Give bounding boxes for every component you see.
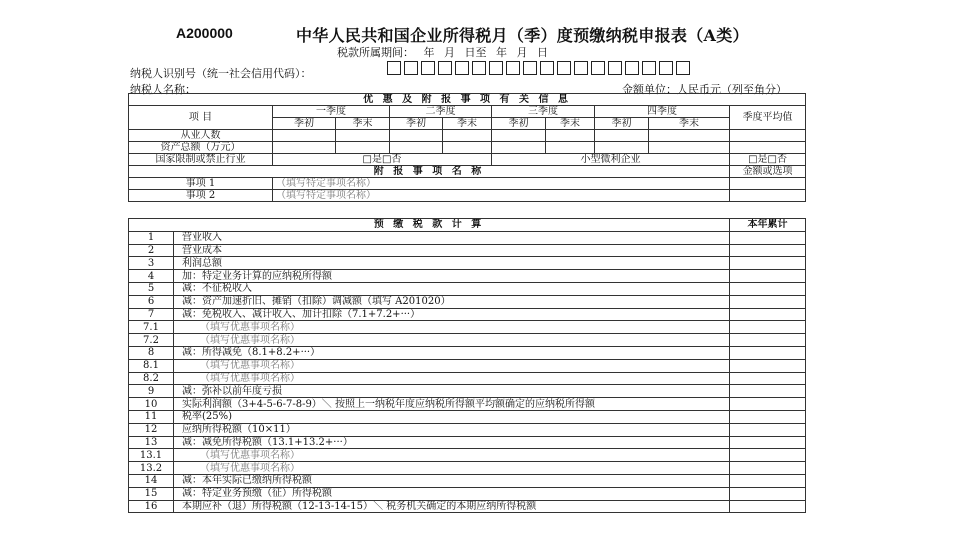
taxpayer-id-box[interactable] <box>642 61 656 75</box>
row-number: 14 <box>129 474 174 487</box>
taxpayer-id-box[interactable] <box>659 61 673 75</box>
calculation-row <box>129 321 806 334</box>
row-number: 7.1 <box>129 321 174 334</box>
ytd-value-cell[interactable] <box>730 231 806 244</box>
value-cell[interactable] <box>443 142 492 154</box>
ytd-value-cell[interactable] <box>730 282 806 295</box>
ytd-value-cell[interactable] <box>730 257 806 270</box>
quarter-end-header: 季末 <box>546 118 595 130</box>
calculation-row <box>129 462 806 475</box>
taxpayer-id-box[interactable] <box>591 61 605 75</box>
row-label: 税率(25%) <box>174 410 730 423</box>
preferential-section-title: 优 惠 及 附 报 事 项 有 关 信 息 <box>129 94 806 106</box>
value-cell[interactable] <box>443 130 492 142</box>
taxpayer-id-box[interactable] <box>421 61 435 75</box>
value-cell[interactable] <box>390 130 443 142</box>
calculation-section-title: 预 缴 税 款 计 算 <box>129 219 730 232</box>
row-number: 6 <box>129 295 174 308</box>
value-cell[interactable] <box>546 130 595 142</box>
taxpayer-id-box[interactable] <box>676 61 690 75</box>
ytd-value-cell[interactable] <box>730 321 806 334</box>
restricted-industry-label: 国家限制或禁止行业 <box>129 154 273 166</box>
ytd-value-cell[interactable] <box>730 474 806 487</box>
row-number: 8.1 <box>129 359 174 372</box>
calculation-row <box>129 334 806 347</box>
tax-calculation-table <box>128 218 806 513</box>
taxpayer-id-boxes[interactable] <box>387 61 690 75</box>
row-number: 4 <box>129 270 174 283</box>
quarter-start-header: 季初 <box>390 118 443 130</box>
quarter-header: 二季度 <box>390 106 492 118</box>
value-cell[interactable] <box>649 130 730 142</box>
row-label: 减：弥补以前年度亏损 <box>174 385 730 398</box>
row-number: 13.2 <box>129 462 174 475</box>
taxpayer-id-box[interactable] <box>455 61 469 75</box>
row-label: 减：本年实际已缴纳所得税额 <box>174 474 730 487</box>
row-number: 16 <box>129 500 174 513</box>
employees-label: 从业人数 <box>129 130 273 142</box>
row-number: 10 <box>129 398 174 411</box>
row-label: 减：减免所得税额（13.1+13.2+···） <box>174 436 730 449</box>
calculation-row <box>129 436 806 449</box>
taxpayer-id-box[interactable] <box>523 61 537 75</box>
ytd-value-cell[interactable] <box>730 334 806 347</box>
quarter-end-header: 季末 <box>336 118 390 130</box>
taxpayer-id-box[interactable] <box>387 61 401 75</box>
value-cell[interactable] <box>492 130 546 142</box>
row-label: 营业收入 <box>174 231 730 244</box>
taxpayer-id-box[interactable] <box>472 61 486 75</box>
row-label: 营业成本 <box>174 244 730 257</box>
ytd-value-cell[interactable] <box>730 295 806 308</box>
calculation-row <box>129 257 806 270</box>
row-label: 减：特定业务预缴（征）所得税额 <box>174 487 730 500</box>
calculation-row <box>129 423 806 436</box>
row-number: 3 <box>129 257 174 270</box>
calculation-row <box>129 244 806 257</box>
value-cell[interactable] <box>595 142 649 154</box>
quarter-start-header: 季初 <box>492 118 546 130</box>
quarter-start-header: 季初 <box>595 118 649 130</box>
calculation-row <box>129 231 806 244</box>
calculation-row <box>129 449 806 462</box>
taxpayer-name-label: 纳税人名称： <box>130 83 196 96</box>
ytd-value-cell[interactable] <box>730 462 806 475</box>
calculation-row <box>129 359 806 372</box>
taxpayer-id-box[interactable] <box>404 61 418 75</box>
row-label: 减：免税收入、减计收入、加计扣除（7.1+7.2+···） <box>174 308 730 321</box>
attachment-item-hint[interactable]: （填写特定事项名称） <box>273 190 730 202</box>
ytd-value-cell[interactable] <box>730 346 806 359</box>
ytd-value-cell[interactable] <box>730 410 806 423</box>
row-label: （填写优惠事项名称） <box>174 372 730 385</box>
row-number: 11 <box>129 410 174 423</box>
calculation-row <box>129 398 806 411</box>
calculation-row <box>129 474 806 487</box>
taxpayer-id-box[interactable] <box>438 61 452 75</box>
small-enterprise-choice[interactable]: □是□否 <box>730 154 806 166</box>
row-number: 9 <box>129 385 174 398</box>
quarter-start-header: 季初 <box>273 118 336 130</box>
ytd-value-cell[interactable] <box>730 487 806 500</box>
row-number: 5 <box>129 282 174 295</box>
row-label: （填写优惠事项名称） <box>174 462 730 475</box>
calculation-row <box>129 385 806 398</box>
calculation-row <box>129 487 806 500</box>
taxpayer-id-box[interactable] <box>557 61 571 75</box>
row-number: 15 <box>129 487 174 500</box>
value-cell[interactable] <box>595 130 649 142</box>
value-cell[interactable] <box>273 130 336 142</box>
row-label: （填写优惠事项名称） <box>174 449 730 462</box>
value-cell[interactable] <box>546 142 595 154</box>
ytd-value-cell[interactable] <box>730 244 806 257</box>
ytd-value-cell[interactable] <box>730 436 806 449</box>
small-enterprise-label: 小型微利企业 <box>492 154 730 166</box>
row-label: 本期应补（退）所得税额（12-13-14-15）＼ 税务机关确定的本期应纳所得税额 <box>174 500 730 513</box>
average-header: 季度平均值 <box>730 106 806 130</box>
row-label: 加：特定业务计算的应纳税所得额 <box>174 270 730 283</box>
value-cell[interactable] <box>730 190 806 202</box>
ytd-value-cell[interactable] <box>730 385 806 398</box>
calculation-row <box>129 346 806 359</box>
item-header: 项 目 <box>129 106 273 130</box>
quarter-header: 四季度 <box>595 106 730 118</box>
attachment-item-name: 事项 1 <box>129 178 273 190</box>
taxpayer-id-label: 纳税人识别号（统一社会信用代码）： <box>130 67 312 80</box>
taxpayer-id-box[interactable] <box>574 61 588 75</box>
ytd-value-cell[interactable] <box>730 270 806 283</box>
value-cell[interactable] <box>730 130 806 142</box>
row-number: 8.2 <box>129 372 174 385</box>
row-label: 减：所得减免（8.1+8.2+···） <box>174 346 730 359</box>
row-label: （填写优惠事项名称） <box>174 334 730 347</box>
quarter-header: 一季度 <box>273 106 390 118</box>
ytd-value-cell[interactable] <box>730 423 806 436</box>
row-number: 2 <box>129 244 174 257</box>
quarter-header: 三季度 <box>492 106 595 118</box>
row-label: 利润总额 <box>174 257 730 270</box>
value-cell[interactable] <box>730 178 806 190</box>
ytd-value-cell[interactable] <box>730 359 806 372</box>
value-cell[interactable] <box>492 142 546 154</box>
calculation-row <box>129 295 806 308</box>
row-number: 13 <box>129 436 174 449</box>
value-cell[interactable] <box>390 142 443 154</box>
ytd-value-cell[interactable] <box>730 372 806 385</box>
taxpayer-id-box[interactable] <box>608 61 622 75</box>
preferential-info-table <box>128 93 806 202</box>
row-number: 8 <box>129 346 174 359</box>
ytd-header: 本年累计 <box>730 219 806 232</box>
row-label: 应纳所得税额（10×11） <box>174 423 730 436</box>
attachment-value-header: 金额或选项 <box>730 166 806 178</box>
value-cell[interactable] <box>336 142 390 154</box>
taxpayer-id-box[interactable] <box>506 61 520 75</box>
quarter-end-header: 季末 <box>649 118 730 130</box>
row-number: 12 <box>129 423 174 436</box>
row-label: （填写优惠事项名称） <box>174 321 730 334</box>
row-number: 7 <box>129 308 174 321</box>
quarter-end-header: 季末 <box>443 118 492 130</box>
restricted-industry-choice[interactable]: □是□否 <box>273 154 492 166</box>
value-cell[interactable] <box>336 130 390 142</box>
calculation-row <box>129 308 806 321</box>
ytd-value-cell[interactable] <box>730 449 806 462</box>
value-cell[interactable] <box>273 142 336 154</box>
tax-period-line: 税款所属期间： 年 月 日至 年 月 日 <box>337 46 548 59</box>
row-number: 1 <box>129 231 174 244</box>
taxpayer-id-box[interactable] <box>625 61 639 75</box>
form-title: 中华人民共和国企业所得税月（季）度预缴纳税申报表（A类） <box>296 26 749 45</box>
calculation-row <box>129 500 806 513</box>
row-label: 减：资产加速折旧、摊销（扣除）调减额（填写 A201020） <box>174 295 730 308</box>
value-cell[interactable] <box>730 142 806 154</box>
attachment-section-title: 附 报 事 项 名 称 <box>129 166 730 178</box>
form-code: A200000 <box>176 25 233 41</box>
taxpayer-id-box[interactable] <box>540 61 554 75</box>
calculation-row <box>129 270 806 283</box>
row-number: 7.2 <box>129 334 174 347</box>
ytd-value-cell[interactable] <box>730 308 806 321</box>
row-label: 实际利润额（3+4-5-6-7-8-9）＼ 按照上一纳税年度应纳税所得额平均额确定的应纳税所得额 <box>174 398 730 411</box>
calculation-row <box>129 410 806 423</box>
attachment-item-name: 事项 2 <box>129 190 273 202</box>
value-cell[interactable] <box>649 142 730 154</box>
row-number: 13.1 <box>129 449 174 462</box>
ytd-value-cell[interactable] <box>730 500 806 513</box>
row-label: （填写优惠事项名称） <box>174 359 730 372</box>
total-assets-label: 资产总额（万元） <box>129 142 273 154</box>
calculation-row <box>129 372 806 385</box>
taxpayer-id-box[interactable] <box>489 61 503 75</box>
calculation-row <box>129 282 806 295</box>
attachment-item-hint[interactable]: （填写特定事项名称） <box>273 178 730 190</box>
row-label: 减：不征税收入 <box>174 282 730 295</box>
ytd-value-cell[interactable] <box>730 398 806 411</box>
amount-unit-label: 金额单位：人民币元（列至角分） <box>622 83 787 96</box>
